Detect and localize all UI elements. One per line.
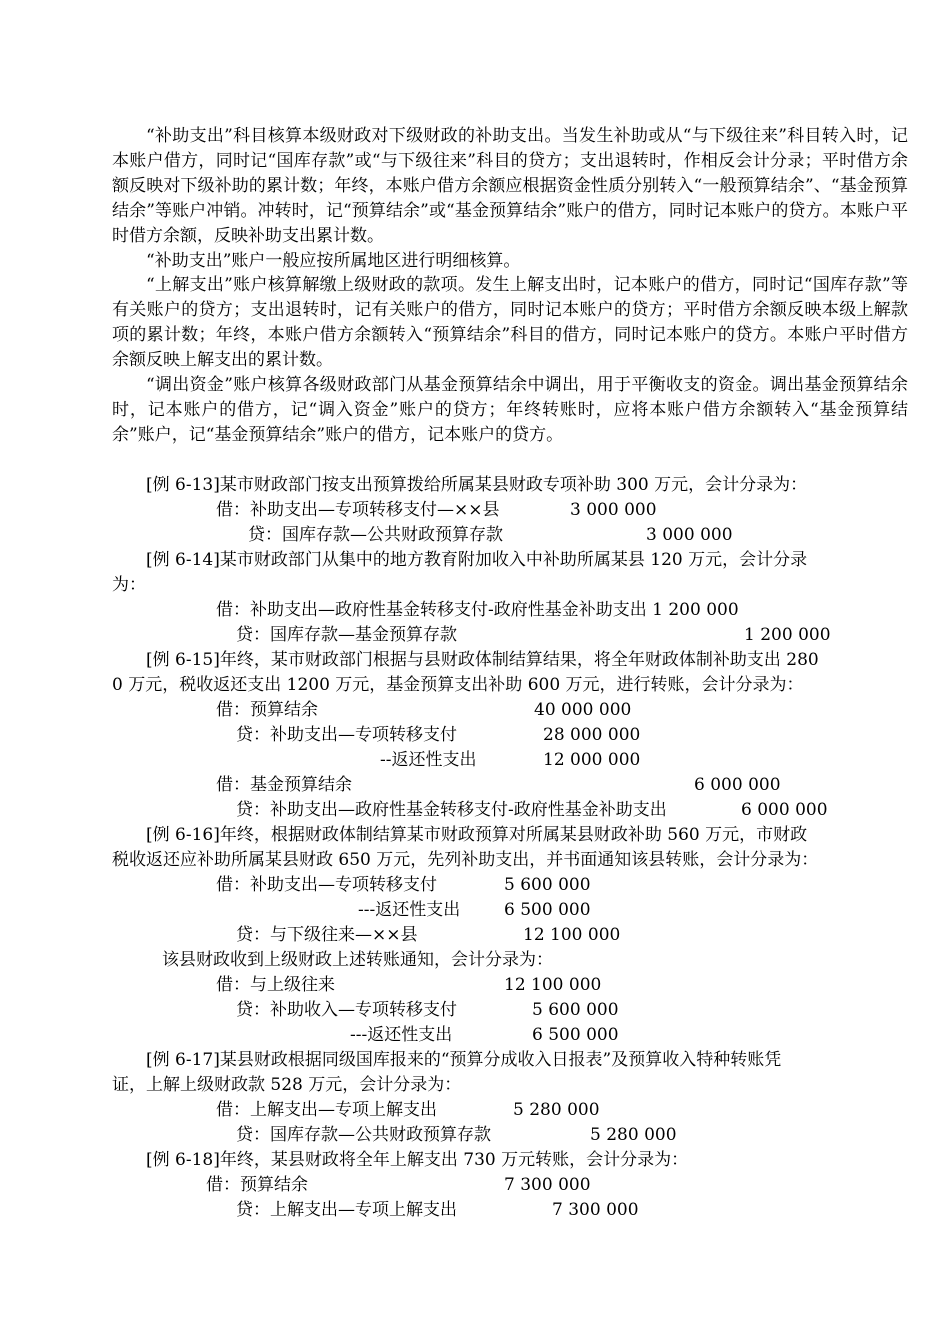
paragraph-transfer-out-funds: “调出资金”账户核算各级财政部门从基金预算结余中调出，用于平衡收支的资金。调出基金预算结余时，记本账户的借方，记“调入资金”账户的贷方；年终转账时，应将本账户借方余额转入“基金预算结余”账户，记“基金预算结余”账户的借方，记本账户的贷方。 [112, 375, 908, 445]
journal-credit-amount: 5 280 000 [590, 1125, 677, 1145]
example-6-17-intro-line1: [例 6-17]某县财政根据同级国库报来的“预算分成收入日报表”及预算收入特种转账凭 [146, 1050, 782, 1070]
journal-debit-line: 借：上解支出—专项上解支出 [216, 1100, 437, 1120]
journal-debit-subline: ---返还性支出 [358, 900, 461, 920]
journal-debit-line: 借：补助支出—政府性基金转移支付-政府性基金补助支出 1 200 000 [216, 600, 739, 620]
journal-debit-line: 借：预算结余 [206, 1175, 308, 1195]
journal-debit-line: 借：预算结余 [216, 700, 318, 720]
journal-credit-amount: 6 000 000 [741, 800, 828, 820]
example-6-15-intro-line1: [例 6-15]年终，某市财政部门根据与县财政体制结算结果，将全年财政体制补助支出 280 [146, 650, 819, 670]
journal-credit-line: 贷：上解支出—专项上解支出 [236, 1200, 457, 1220]
paragraph-remittance-expenditure: “上解支出”账户核算解缴上级财政的款项。发生上解支出时，记本账户的借方，同时记“国库存款”等有关账户的贷方；支出退转时，记有关账户的借方，同时记本账户的贷方；平时借方余额反映本级上解款项的累计数；年终，本账户借方余额转入“预算结余”科目的借方，同时记本账户的贷方。本账户平时借方余额反映上解支出的累计数。 [112, 275, 908, 371]
journal-debit-line: 借：基金预算结余 [216, 775, 352, 795]
journal-credit-amount: 3 000 000 [646, 525, 733, 545]
journal-debit-amount: 5 280 000 [513, 1100, 600, 1120]
journal-credit-subline: ---返还性支出 [350, 1025, 453, 1045]
example-6-16-intro-line2: 税收返还应补助所属某县财政 650 万元，先列补助支出，并书面通知该县转账，会计分录为： [112, 850, 819, 870]
journal-debit-line: 借：补助支出—专项转移支付 [216, 875, 437, 895]
journal-credit-amount: 6 500 000 [532, 1025, 619, 1045]
journal-credit-amount: 28 000 000 [543, 725, 641, 745]
journal-debit-amount: 40 000 000 [534, 700, 632, 720]
example-6-15-intro-line2: 0 万元，税收返还支出 1200 万元，基金预算支出补助 600 万元，进行转账，会计分录为： [112, 675, 804, 695]
example-6-13-intro: [例 6-13]某市财政部门按支出预算拨给所属某县财政专项补助 300 万元，会计分录为： [146, 475, 808, 495]
journal-debit-amount: 6 500 000 [504, 900, 591, 920]
journal-debit-line: 借：与上级往来 [216, 975, 335, 995]
paragraph-subsidy-expenditure: “补助支出”科目核算本级财政对下级财政的补助支出。当发生补助或从“与下级往来”科目转入时，记本账户借方，同时记“国库存款”或“与下级往来”科目的贷方；支出退转时，作相反会计分录；平时借方余额反映对下级补助的累计数；年终，本账户借方余额应根据资金性质分别转入“一般预算结余”、“基金预算结余”等账户冲销。冲转时，记“预算结余”或“基金预算结余”账户的借方，同时记本账户的贷方。本账户平时借方余额，反映补助支出累计数。 [112, 126, 908, 246]
journal-credit-line: 贷：国库存款—公共财政预算存款 [236, 1125, 491, 1145]
journal-debit-amount: 12 100 000 [504, 975, 602, 995]
example-6-18-intro: [例 6-18]年终，某县财政将全年上解支出 730 万元转账，会计分录为： [146, 1150, 689, 1170]
journal-debit-line: 借：补助支出—专项转移支付—××县 [216, 500, 500, 520]
journal-debit-amount: 5 600 000 [504, 875, 591, 895]
journal-credit-amount: 7 300 000 [552, 1200, 639, 1220]
journal-credit-amount: 12 000 000 [543, 750, 641, 770]
journal-credit-subline: --返还性支出 [380, 750, 477, 770]
journal-credit-amount: 5 600 000 [532, 1000, 619, 1020]
journal-debit-amount: 3 000 000 [570, 500, 657, 520]
journal-credit-line: 贷：补助支出—政府性基金转移支付-政府性基金补助支出 [236, 800, 667, 820]
journal-credit-line: 贷：补助支出—专项转移支付 [236, 725, 457, 745]
journal-credit-line: 贷：与下级往来—××县 [236, 925, 418, 945]
journal-debit-amount: 7 300 000 [504, 1175, 591, 1195]
example-6-16-intro-line1: [例 6-16]年终，根据财政体制结算某市财政预算对所属某县财政补助 560 万元，市财政 [146, 825, 808, 845]
example-6-17-intro-line2: 证，上解上级财政款 528 万元，会计分录为： [112, 1075, 462, 1095]
journal-credit-line: 贷：国库存款—基金预算存款 [236, 625, 457, 645]
paragraph-subsidy-detail: “补助支出”账户一般应按所属地区进行明细核算。 [146, 250, 521, 271]
body-paragraphs [112, 124, 908, 448]
example-6-14-intro-line1: [例 6-14]某市财政部门从集中的地方教育附加收入中补助所属某县 120 万元，会计分录 [146, 550, 808, 570]
journal-credit-amount: 12 100 000 [523, 925, 621, 945]
example-6-14-intro-line2: 为： [112, 575, 146, 595]
example-6-16-note: 该县财政收到上级财政上述转账通知，会计分录为： [162, 950, 553, 970]
journal-credit-line: 贷：补助收入—专项转移支付 [236, 1000, 457, 1020]
journal-credit-amount: 1 200 000 [744, 625, 831, 645]
journal-credit-line: 贷：国库存款—公共财政预算存款 [248, 525, 503, 545]
journal-debit-amount: 6 000 000 [694, 775, 781, 795]
